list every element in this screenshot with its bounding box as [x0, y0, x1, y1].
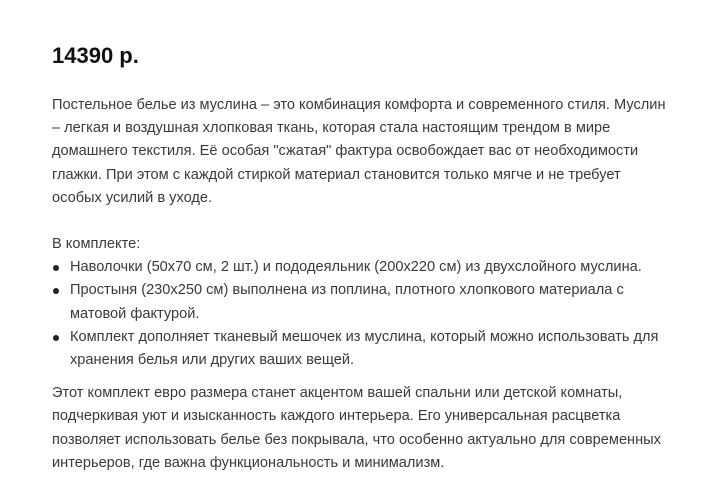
- bullet-icon: [53, 335, 59, 341]
- kit-item-text: Наволочки (50х70 см, 2 шт.) и пододеяльник (200х220 см) из двухслойного муслина.: [70, 259, 642, 276]
- product-price: 14390 р.: [52, 43, 139, 68]
- product-info: [52, 38, 672, 475]
- product-outro: Этот комплект евро размера станет акцентом вашей спальни или детской комнаты, подчеркивая уют и изысканность каждого интерьера. Его универсальная расцветка позволяет использовать белье без покрывала, что особенно актуально для современных интерьеров, где важна функциональность и минимализм.: [52, 385, 661, 471]
- kit-title: В комплекте:: [52, 236, 141, 253]
- kit-item: [52, 326, 672, 372]
- bullet-icon: [53, 265, 59, 271]
- kit-item-text: Комплект дополняет тканевый мешочек из муслина, который можно использовать для хранения белья или других ваших вещей.: [70, 328, 659, 369]
- kit-item: [52, 279, 672, 325]
- bullet-icon: [53, 288, 59, 294]
- product-description: Постельное белье из муслина – это комбинация комфорта и современного стиля. Муслин – легкая и воздушная хлопковая ткань, которая стала настоящим трендом в мире домашнего текстиля. Её особая "сжатая" фактура освобождает вас от необходимости глажки. При этом с каждой стиркой материал становится только мягче и не требует особых усилий в уходе.: [52, 97, 666, 206]
- kit-item: [52, 256, 672, 279]
- kit-list: [52, 256, 672, 372]
- kit-item-text: Простыня (230х250 см) выполнена из поплина, плотного хлопкового материала с матовой фактурой.: [70, 282, 624, 322]
